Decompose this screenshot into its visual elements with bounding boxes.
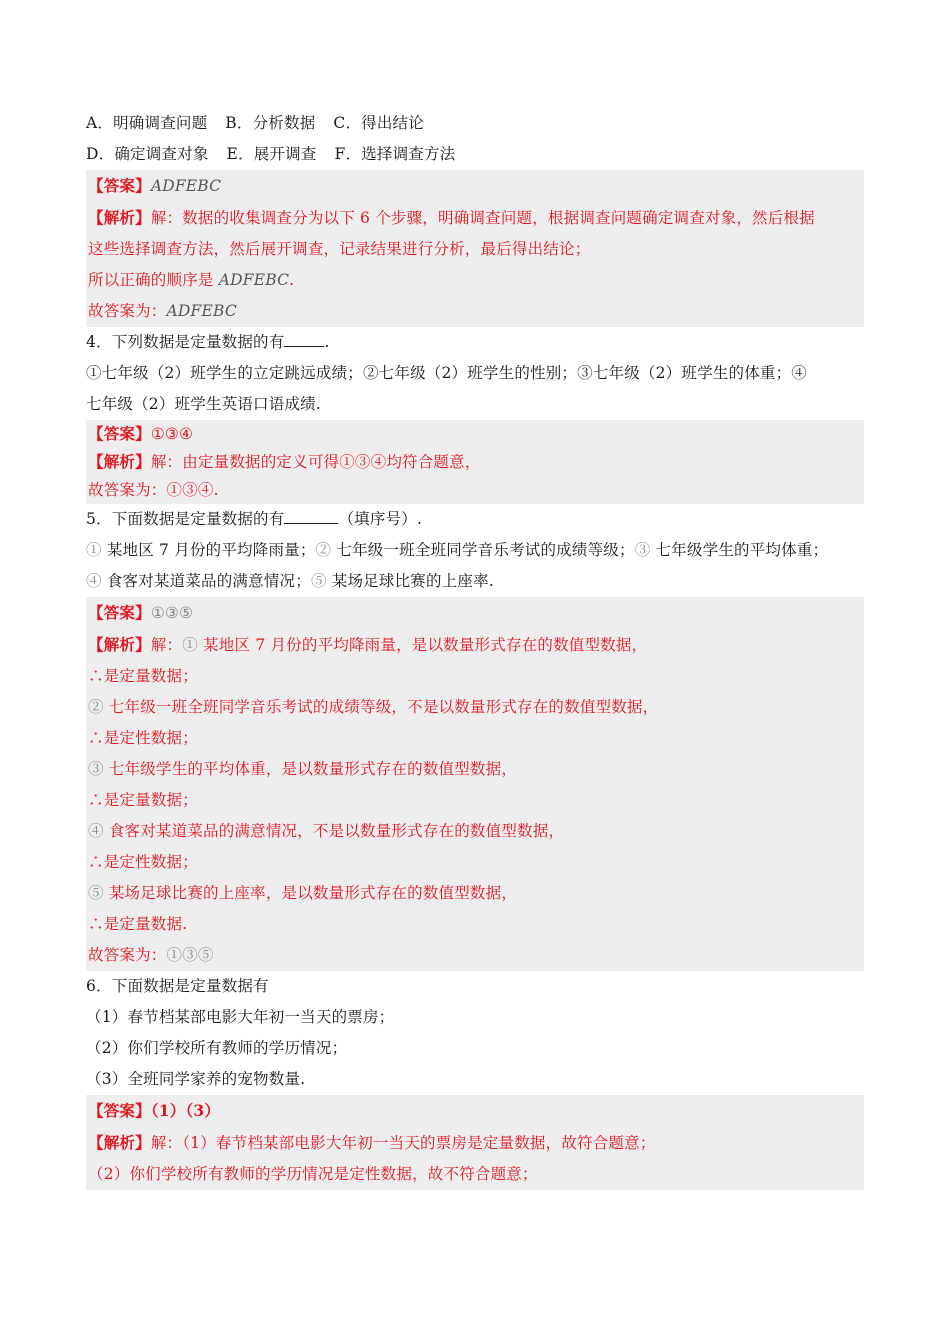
q4-question: [86, 327, 864, 420]
q5-analysis-item-1: 【解析】解：① 某地区 7 月份的平均降雨量，是以数量形式存在的数值型数据，: [88, 635, 648, 654]
q6-item-1: （1）春节档某部电影大年初一当天的票房；: [86, 1008, 395, 1026]
answer-blank: [284, 332, 324, 347]
q4-stem: 4．下列数据是定量数据的有 .: [86, 333, 330, 351]
q5-analysis-item-2: ② 七年级一班全班同学音乐考试的成绩等级，不是以数量形式存在的数值型数据，: [88, 698, 659, 716]
q3-options-line-2: [86, 139, 864, 170]
option-e: E．展开调查: [226, 145, 317, 163]
q4-answer-block: [86, 420, 864, 504]
q6-answer: 【答案】（1）（3）: [88, 1101, 221, 1120]
q3-analysis-line-3: 所以正确的顺序是 ADFEBC.: [88, 271, 295, 289]
document-page: [86, 108, 864, 1190]
q5-analysis-item-4: ④ 食客对某道菜品的满意情况，不是以数量形式存在的数值型数据，: [88, 822, 565, 840]
option-c: C．得出结论: [333, 114, 424, 132]
q5-conclusion-2: ∴是定性数据；: [88, 729, 198, 747]
option-a: A．明确调查问题: [86, 114, 208, 132]
q4-body-line-1: ①七年级（2）班学生的立定跳远成绩；②七年级（2）班学生的性别；③七年级（2）班学生的体重；④: [86, 364, 807, 382]
q5-conclusion-4: ∴是定性数据；: [88, 853, 198, 871]
q5-conclusion-3: ∴是定量数据；: [88, 791, 198, 809]
q4-answer: 【答案】①③④: [88, 424, 194, 443]
q5-question: [86, 504, 864, 597]
q5-final-answer: 故答案为：①③⑤: [88, 946, 214, 964]
q3-analysis-line-2: 这些选择调查方法，然后展开调查，记录结果进行分析，最后得出结论；: [88, 240, 591, 258]
q6-stem: 6．下面数据是定量数据有: [86, 977, 269, 995]
q4-final-answer: 故答案为：①③④.: [88, 481, 219, 499]
q5-analysis-item-5: ⑤ 某场足球比赛的上座率，是以数量形式存在的数值型数据，: [88, 884, 518, 902]
q5-analysis-item-3: ③ 七年级学生的平均体重，是以数量形式存在的数值型数据，: [88, 760, 518, 778]
q6-item-3: （3）全班同学家养的宠物数量.: [86, 1070, 306, 1088]
q6-question: [86, 971, 864, 1095]
q6-analysis-line-2: （2）你们学校所有教师的学历情况是定性数据，故不符合题意；: [88, 1165, 538, 1183]
q3-answer-value: ADFEBC: [150, 177, 222, 195]
q5-conclusion-1: ∴是定量数据；: [88, 667, 198, 685]
q3-final-answer: 故答案为：ADFEBC: [88, 302, 237, 320]
q3-options-line-1: [86, 108, 864, 139]
q5-stem: 5．下面数据是定量数据的有 （填序号）.: [86, 510, 423, 528]
q5-body-line-1: ① 某地区 7 月份的平均降雨量；② 七年级一班全班同学音乐考试的成绩等级；③ 七年级学生的平均体重；: [86, 541, 829, 559]
q6-answer-block: [86, 1095, 864, 1190]
q5-conclusion-5: ∴是定量数据.: [88, 915, 188, 933]
q3-analysis-line-1: 【解析】解：数据的收集调查分为以下 6 个步骤，明确调查问题，根据调查问题确定调查对象，然后根据: [88, 208, 815, 227]
option-d: D．确定调查对象: [86, 145, 209, 163]
option-f: F．选择调查方法: [334, 145, 456, 163]
q3-answer-block: [86, 170, 864, 327]
q4-answer-value: ①③④: [150, 425, 194, 443]
q4-analysis: 【解析】解：由定量数据的定义可得①③④均符合题意，: [88, 452, 481, 471]
answer-blank: [284, 509, 338, 524]
q6-answer-value: （1）（3）: [150, 1101, 221, 1120]
option-b: B．分析数据: [225, 114, 316, 132]
q3-options: [86, 108, 864, 170]
q5-answer-value: ①③⑤: [150, 604, 194, 622]
q4-body-line-2: 七年级（2）班学生英语口语成绩.: [86, 395, 321, 413]
q5-answer: 【答案】①③⑤: [88, 603, 194, 622]
q5-body-line-2: ④ 食客对某道菜品的满意情况；⑤ 某场足球比赛的上座率.: [86, 572, 494, 590]
q5-answer-block: [86, 597, 864, 971]
q6-item-2: （2）你们学校所有教师的学历情况；: [86, 1039, 348, 1057]
q3-answer: 【答案】ADFEBC: [88, 176, 222, 195]
q6-analysis-line-1: 【解析】解：（1）春节档某部电影大年初一当天的票房是定量数据，故符合题意；: [88, 1133, 656, 1152]
